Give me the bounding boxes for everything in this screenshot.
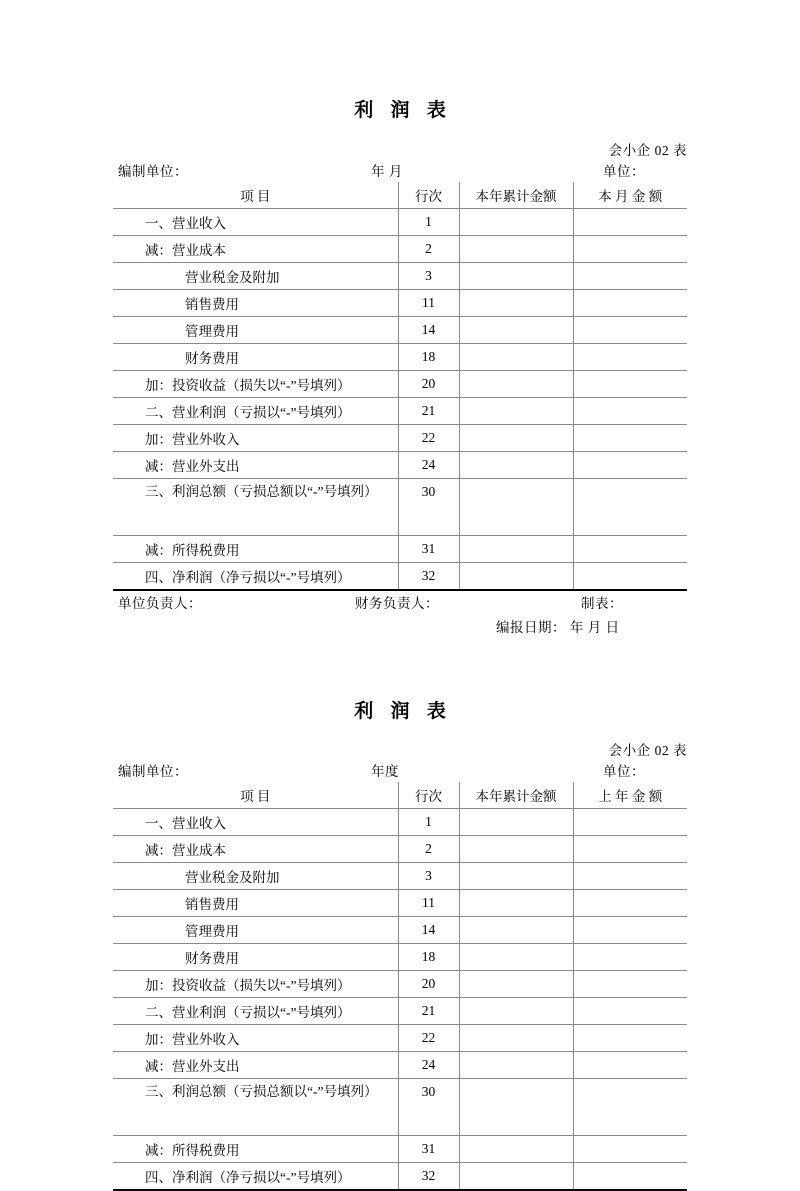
row-item-label-cell (113, 289, 398, 316)
row-item-label: 销售费用 (185, 897, 239, 913)
row-item-label: 一、营业收入 (145, 215, 226, 231)
row-period-amount-cell[interactable] (573, 836, 687, 863)
row-period-amount-cell[interactable] (573, 1025, 687, 1052)
table-row (113, 1052, 687, 1079)
row-period-amount-cell[interactable] (573, 863, 687, 890)
row-item-label-cell (113, 562, 398, 590)
period-label: 年度 (371, 764, 399, 780)
row-item-label: 加：营业外收入 (145, 1032, 240, 1048)
row-item-label: 管理费用 (185, 323, 239, 339)
row-ytd-amount-cell[interactable] (459, 535, 573, 562)
row-line-number: 24 (398, 1052, 459, 1079)
row-ytd-amount-cell[interactable] (459, 998, 573, 1025)
row-item-label-cell (113, 1136, 398, 1163)
row-line-number: 18 (398, 343, 459, 370)
row-item-label: 营业税金及附加 (185, 870, 280, 886)
row-ytd-amount-cell[interactable] (459, 1163, 573, 1191)
row-period-amount-cell[interactable] (573, 370, 687, 397)
income-statement-table (113, 782, 687, 1191)
preparer-label: 制表： (581, 595, 623, 611)
table-row (113, 562, 687, 590)
row-ytd-amount-cell[interactable] (459, 971, 573, 998)
row-item-label-cell (113, 370, 398, 397)
row-ytd-amount-cell[interactable] (459, 451, 573, 478)
row-item-label-cell (113, 451, 398, 478)
row-ytd-amount-cell[interactable] (459, 343, 573, 370)
row-period-amount-cell[interactable] (573, 478, 687, 535)
row-period-amount-cell[interactable] (573, 809, 687, 836)
row-item-label: 减：营业外支出 (145, 1059, 240, 1075)
row-line-number: 2 (398, 836, 459, 863)
table-row (113, 208, 687, 235)
row-item-label-cell (113, 809, 398, 836)
table-row (113, 451, 687, 478)
table-row (113, 917, 687, 944)
row-ytd-amount-cell[interactable] (459, 809, 573, 836)
row-line-number: 20 (398, 370, 459, 397)
row-line-number: 30 (398, 1079, 459, 1136)
statement-title: 利 润 表 (354, 700, 452, 722)
row-ytd-amount-cell[interactable] (459, 289, 573, 316)
row-ytd-amount-cell[interactable] (459, 478, 573, 535)
row-line-number: 22 (398, 424, 459, 451)
row-ytd-amount-cell[interactable] (459, 1136, 573, 1163)
row-line-number: 3 (398, 262, 459, 289)
row-period-amount-cell[interactable] (573, 235, 687, 262)
table-row (113, 424, 687, 451)
row-line-number: 31 (398, 535, 459, 562)
row-line-number: 2 (398, 235, 459, 262)
row-line-number: 11 (398, 890, 459, 917)
report-date-row (113, 617, 687, 639)
currency-unit-label: 单位： (603, 764, 645, 780)
period-label: 年 月 (371, 163, 403, 179)
column-header-line-no: 行次 (398, 182, 459, 209)
row-period-amount-cell[interactable] (573, 890, 687, 917)
row-line-number: 18 (398, 944, 459, 971)
row-line-number: 21 (398, 998, 459, 1025)
row-period-amount-cell[interactable] (573, 1079, 687, 1136)
row-period-amount-cell[interactable] (573, 343, 687, 370)
row-line-number: 24 (398, 451, 459, 478)
table-row (113, 343, 687, 370)
row-item-label-cell (113, 316, 398, 343)
row-ytd-amount-cell[interactable] (459, 1025, 573, 1052)
row-line-number: 22 (398, 1025, 459, 1052)
row-ytd-amount-cell[interactable] (459, 235, 573, 262)
row-item-label: 减：营业成本 (145, 843, 226, 859)
row-item-label-cell (113, 208, 398, 235)
row-item-label-cell (113, 863, 398, 890)
row-line-number: 32 (398, 1163, 459, 1191)
row-line-number: 31 (398, 1136, 459, 1163)
row-item-label: 减：营业外支出 (145, 458, 240, 474)
row-period-amount-cell[interactable] (573, 262, 687, 289)
row-item-label-cell (113, 1079, 398, 1136)
row-item-label: 加：营业外收入 (145, 431, 240, 447)
table-row (113, 863, 687, 890)
row-item-label-cell (113, 971, 398, 998)
table-row (113, 1079, 687, 1136)
row-ytd-amount-cell[interactable] (459, 397, 573, 424)
row-item-label: 二、营业利润（亏损以“-”号填列） (145, 404, 351, 420)
row-line-number: 1 (398, 809, 459, 836)
row-ytd-amount-cell[interactable] (459, 262, 573, 289)
row-period-amount-cell[interactable] (573, 316, 687, 343)
row-item-label: 四、净利润（净亏损以“-”号填列） (145, 569, 351, 585)
row-item-label-cell (113, 397, 398, 424)
row-ytd-amount-cell[interactable] (459, 424, 573, 451)
row-item-label: 减：所得税费用 (145, 542, 240, 558)
row-period-amount-cell[interactable] (573, 562, 687, 590)
table-row (113, 998, 687, 1025)
row-ytd-amount-cell[interactable] (459, 208, 573, 235)
row-ytd-amount-cell[interactable] (459, 917, 573, 944)
row-item-label-cell (113, 262, 398, 289)
table-row (113, 262, 687, 289)
row-item-label-cell (113, 1025, 398, 1052)
row-item-label-cell (113, 998, 398, 1025)
row-line-number: 14 (398, 316, 459, 343)
column-header-period-amount: 上 年 金 额 (573, 782, 687, 809)
row-item-label: 二、营业利润（亏损以“-”号填列） (145, 1005, 351, 1021)
income-statement-table (113, 182, 687, 591)
statement-meta-row (113, 762, 687, 782)
table-row (113, 535, 687, 562)
row-period-amount-cell[interactable] (573, 1052, 687, 1079)
report-date-label: 编报日期： 年 月 日 (496, 619, 620, 635)
row-period-amount-cell[interactable] (573, 971, 687, 998)
row-ytd-amount-cell[interactable] (459, 836, 573, 863)
row-line-number: 11 (398, 289, 459, 316)
row-period-amount-cell[interactable] (573, 1163, 687, 1191)
row-item-label-cell (113, 836, 398, 863)
column-header-ytd-amount: 本年累计金额 (459, 782, 573, 809)
table-header-row (113, 782, 687, 809)
row-line-number: 3 (398, 863, 459, 890)
row-line-number: 21 (398, 397, 459, 424)
form-code: 会小企 02 表 (608, 142, 687, 158)
row-item-label: 一、营业收入 (145, 816, 226, 832)
row-ytd-amount-cell[interactable] (459, 370, 573, 397)
row-ytd-amount-cell[interactable] (459, 863, 573, 890)
statement-monthly-income-statement (113, 0, 687, 639)
row-period-amount-cell[interactable] (573, 451, 687, 478)
row-item-label-cell (113, 1052, 398, 1079)
row-item-label: 减：营业成本 (145, 242, 226, 258)
row-item-label: 加：投资收益（损失以“-”号填列） (145, 978, 351, 994)
column-header-item: 项 目 (113, 782, 398, 809)
row-item-label-cell (113, 890, 398, 917)
table-row (113, 316, 687, 343)
table-row (113, 235, 687, 262)
row-item-label-cell (113, 535, 398, 562)
row-period-amount-cell[interactable] (573, 944, 687, 971)
row-line-number: 32 (398, 562, 459, 590)
form-code: 会小企 02 表 (608, 743, 687, 759)
column-header-ytd-amount: 本年累计金额 (459, 182, 573, 209)
row-item-label-cell (113, 343, 398, 370)
row-period-amount-cell[interactable] (573, 424, 687, 451)
row-item-label-cell (113, 478, 398, 535)
table-row (113, 1136, 687, 1163)
row-line-number: 30 (398, 478, 459, 535)
row-item-label: 四、净利润（净亏损以“-”号填列） (145, 1170, 351, 1186)
column-header-period-amount: 本 月 金 额 (573, 182, 687, 209)
row-item-label: 减：所得税费用 (145, 1143, 240, 1159)
table-row (113, 478, 687, 535)
table-row (113, 971, 687, 998)
table-row (113, 289, 687, 316)
row-item-label: 财务费用 (185, 951, 239, 967)
row-item-label: 管理费用 (185, 924, 239, 940)
row-period-amount-cell[interactable] (573, 289, 687, 316)
table-row (113, 890, 687, 917)
row-item-label: 财务费用 (185, 350, 239, 366)
currency-unit-label: 单位： (603, 163, 645, 179)
row-item-label-cell (113, 424, 398, 451)
column-header-line-no: 行次 (398, 782, 459, 809)
table-row (113, 1163, 687, 1191)
row-period-amount-cell[interactable] (573, 1136, 687, 1163)
row-ytd-amount-cell[interactable] (459, 890, 573, 917)
row-ytd-amount-cell[interactable] (459, 1052, 573, 1079)
table-header-row (113, 182, 687, 209)
row-period-amount-cell[interactable] (573, 535, 687, 562)
row-item-label: 销售费用 (185, 296, 239, 312)
table-row (113, 944, 687, 971)
row-ytd-amount-cell[interactable] (459, 316, 573, 343)
preparing-unit-label: 编制单位： (118, 764, 188, 780)
row-item-label: 三、利润总额（亏损总额以“-”号填列） (145, 483, 378, 499)
statement-annual-income-statement (113, 639, 687, 1191)
row-item-label-cell (113, 235, 398, 262)
row-ytd-amount-cell[interactable] (459, 562, 573, 590)
head-of-finance-label: 财务负责人： (355, 595, 439, 611)
row-period-amount-cell[interactable] (573, 917, 687, 944)
row-period-amount-cell[interactable] (573, 397, 687, 424)
row-item-label-cell (113, 944, 398, 971)
row-line-number: 1 (398, 208, 459, 235)
row-item-label: 加：投资收益（损失以“-”号填列） (145, 377, 351, 393)
row-item-label-cell (113, 917, 398, 944)
row-item-label: 营业税金及附加 (185, 269, 280, 285)
row-ytd-amount-cell[interactable] (459, 944, 573, 971)
table-row (113, 809, 687, 836)
row-period-amount-cell[interactable] (573, 998, 687, 1025)
table-row (113, 397, 687, 424)
row-ytd-amount-cell[interactable] (459, 1079, 573, 1136)
row-line-number: 14 (398, 917, 459, 944)
row-item-label: 三、利润总额（亏损总额以“-”号填列） (145, 1084, 378, 1100)
signature-row (113, 593, 687, 614)
row-item-label-cell (113, 1163, 398, 1191)
statement-title: 利 润 表 (354, 100, 452, 121)
head-of-unit-label: 单位负责人： (118, 595, 202, 611)
table-row (113, 1025, 687, 1052)
row-period-amount-cell[interactable] (573, 208, 687, 235)
row-line-number: 20 (398, 971, 459, 998)
statement-meta-row (113, 162, 687, 182)
preparing-unit-label: 编制单位： (118, 163, 188, 179)
column-header-item: 项 目 (113, 182, 398, 209)
table-row (113, 370, 687, 397)
table-row (113, 836, 687, 863)
